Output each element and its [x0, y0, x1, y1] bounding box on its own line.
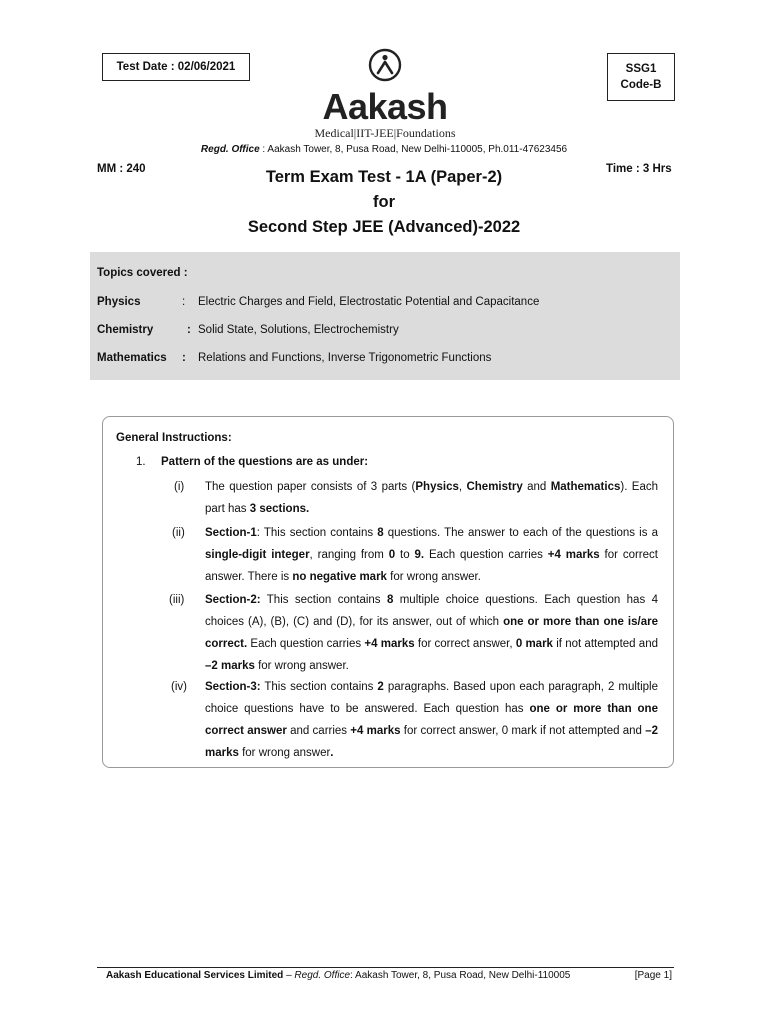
regd-office-label: Regd. Office: [200, 144, 260, 155]
footer-address-line: Aakash Educational Services Limited – Regd. Office: Aakash Tower, 8, Pusa Road, New Delhi-110005: [106, 970, 571, 981]
page-number: [Page 1]: [634, 970, 672, 981]
topic-content-chemistry: Solid State, Solutions, Electrochemistry: [198, 324, 399, 336]
topic-subject-mathematics: Mathematics: [97, 352, 167, 364]
code-box: [607, 53, 675, 101]
topics-heading: Topics covered :: [97, 267, 188, 279]
page-footer: [106, 970, 672, 981]
roman-numeral: (iv): [171, 681, 187, 693]
regd-office-address: : Aakash Tower, 8, Pusa Road, New Delhi-110005, Ph.011-47623456: [259, 144, 568, 155]
logo-wordmark: Aakash: [322, 86, 448, 127]
test-date: Test Date : 02/06/2021: [116, 61, 236, 73]
aakash-logo: [305, 48, 465, 140]
instructions-heading: General Instructions:: [116, 432, 232, 444]
roman-numeral: (i): [174, 481, 185, 493]
footer-regd-label: Regd. Office: [294, 970, 351, 981]
time-duration: Time : 3 Hrs: [606, 163, 672, 175]
topic-content-physics: Electric Charges and Field, Electrostatic Potential and Capacitance: [198, 296, 540, 308]
footer-company: Aakash Educational Services Limited: [106, 970, 284, 981]
max-marks: MM : 240: [97, 163, 146, 175]
topic-subject-chemistry: Chemistry: [97, 324, 154, 336]
instruction-iii: Section-2: This section contains 8 multiple choice questions. Each question has 4 choices (A), (B), (C) and (D), for its answer, out of which one or more than one is/are correct. Each question carries +4 marks for correct answer, 0 mark if not attempted and –2 marks for wrong answer.: [205, 594, 658, 672]
code-line-1: SSG1: [625, 63, 657, 75]
instruction-ii: Section-1: This section contains 8 questions. The answer to each of the questions is a single-digit integer, ranging from 0 to 9. Each question carries +4 marks for correct answer. There is no negative mark for wrong answer.: [205, 527, 658, 583]
exam-title: Term Exam Test - 1A (Paper-2): [265, 168, 503, 186]
general-instructions-box: [102, 416, 674, 768]
topic-colon: :: [182, 296, 186, 308]
instruction-iv: Section-3: This section contains 2 paragraphs. Based upon each paragraph, 2 multiple choice questions have to be answered. Each question has one or more than one correct answer and carries +4 marks for correct answer, 0 mark if not attempted and –2 marks for wrong answer.: [205, 681, 658, 759]
instruction-i: The question paper consists of 3 parts (Physics, Chemistry and Mathematics). Each part has 3 sections.: [205, 481, 659, 515]
footer-address: : Aakash Tower, 8, Pusa Road, New Delhi-110005: [350, 970, 571, 981]
roman-numeral: (iii): [169, 594, 185, 606]
instruction-point-title: Pattern of the questions are as under:: [161, 456, 369, 468]
footer-divider: [97, 967, 674, 968]
logo-emblem-icon: [368, 48, 402, 82]
topic-colon: :: [182, 352, 186, 364]
topics-panel: [90, 252, 680, 380]
test-date-box: [102, 53, 250, 81]
exam-title-for: for: [373, 193, 395, 211]
topic-subject-physics: Physics: [97, 296, 141, 308]
topic-content-mathematics: Relations and Functions, Inverse Trigonometric Functions: [198, 352, 492, 364]
topic-colon: :: [187, 324, 191, 336]
logo-tagline: Medical|IIT-JEE|Foundations: [314, 126, 456, 140]
exam-subtitle: Second Step JEE (Advanced)-2022: [247, 218, 521, 236]
regd-office-line: [0, 144, 768, 155]
instruction-point-number: 1.: [136, 456, 146, 468]
code-line-2: Code-B: [620, 79, 662, 91]
roman-numeral: (ii): [172, 527, 185, 539]
